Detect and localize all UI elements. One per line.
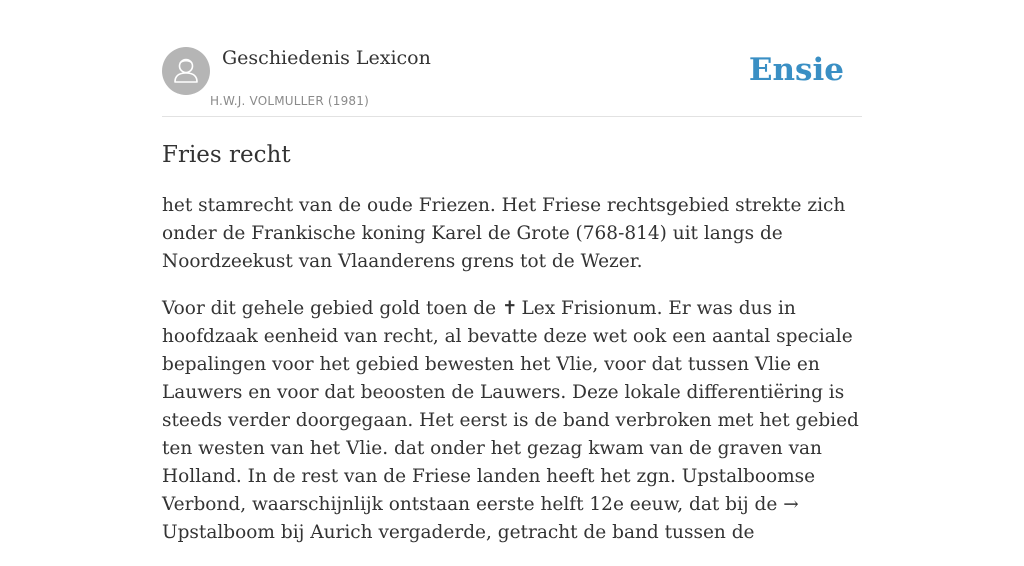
paragraph-text: . Er was dus in hoofdzaak eenheid van recht, al bevatte deze wet ook een aantal speciale bepalingen voor het gebied bewesten het Vlie, voor dat tussen Vlie en Lauwers en voor dat beoosten de Lauwers. Deze lokale differentiëring is steeds verder doorgegaan. Het eerst is de band verbroken met het gebied ten westen van het Vlie. dat onder het gezag kwam van de graven van Holland. In de rest van de Friese landen heeft het zgn. Upstalboomse Verbond, waarschijnlijk ontstaan eerste helft 12e eeuw, dat bij de [162,298,859,515]
user-icon [162,47,210,95]
arrow-right-icon: → [783,494,799,515]
page-container [162,0,862,543]
paragraph-text: Voor dit gehele gebied gold toen de [162,298,497,319]
source-author: H.W.J. VOLMULLER (1981) [210,94,369,108]
cross-reference-label: Lex Frisionum [521,298,657,319]
avatar[interactable] [162,47,210,95]
cross-reference-link-lex-frisionum[interactable] [502,298,657,319]
brand-logo-link[interactable]: Ensie [748,52,844,88]
entry-paragraph: het stamrecht van de oude Friezen. Het Friese rechtsgebied strekte zich onder de Frankische koning Karel de Grote (768-814) uit langs de Noordzeekust van Vlaanderens grens tot de Wezer. [162,195,846,272]
paragraph-text: bij Aurich vergaderde, getracht de band tussen de [280,522,755,543]
source-title-link[interactable]: Geschiedenis Lexicon [222,47,431,69]
entry-title: Fries recht [162,142,291,168]
cross-icon: ✝ [501,298,518,319]
cross-reference-label: Upstalboom [162,522,275,543]
entry-paragraph [162,295,862,547]
source-header [162,0,862,117]
entry-body [162,192,862,566]
